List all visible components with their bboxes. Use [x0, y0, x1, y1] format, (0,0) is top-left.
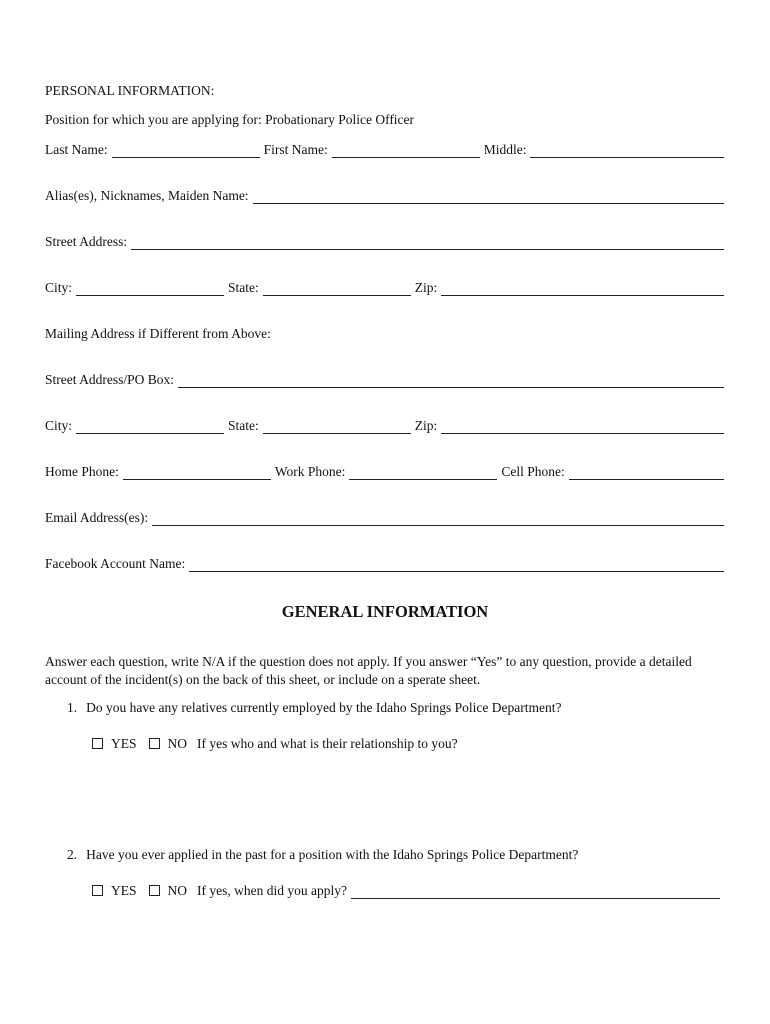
zip-field[interactable]	[441, 283, 724, 296]
street-address-label: Street Address:	[45, 234, 128, 249]
last-name-label: Last Name:	[45, 142, 108, 157]
cell-phone-label: Cell Phone:	[501, 464, 565, 479]
question-2-date-field[interactable]	[351, 886, 720, 899]
work-phone-field[interactable]	[349, 467, 497, 480]
mailing-address-heading: Mailing Address if Different from Above:	[45, 326, 271, 341]
checkbox-icon[interactable]	[149, 885, 160, 896]
question-2-yes-option[interactable]: YES	[92, 883, 137, 899]
question-1-options	[92, 736, 724, 752]
mailing-zip-field[interactable]	[441, 421, 724, 434]
work-phone-label: Work Phone:	[274, 464, 346, 479]
position-line: Position for which you are applying for: Probationary Police Officer	[45, 112, 415, 127]
state-field[interactable]	[263, 283, 411, 296]
mailing-street-row	[45, 372, 724, 388]
checkbox-icon[interactable]	[92, 738, 103, 749]
alias-row	[45, 188, 724, 204]
question-2-follow-up: If yes, when did you apply?	[197, 883, 347, 898]
checkbox-icon[interactable]	[92, 885, 103, 896]
middle-name-label: Middle:	[483, 142, 527, 157]
question-1-follow-up: If yes who and what is their relationship to you?	[197, 736, 458, 751]
mailing-state-label: State:	[228, 418, 259, 433]
question-2-no-option[interactable]: NO	[149, 883, 188, 899]
mailing-state-field[interactable]	[263, 421, 411, 434]
state-label: State:	[228, 280, 259, 295]
city-field[interactable]	[76, 283, 224, 296]
home-phone-field[interactable]	[123, 467, 271, 480]
first-name-label: First Name:	[263, 142, 328, 157]
question-2	[67, 847, 724, 863]
question-1-yes-option[interactable]: YES	[92, 736, 137, 752]
question-2-number: 2.	[67, 847, 78, 862]
alias-label: Alias(es), Nicknames, Maiden Name:	[45, 188, 249, 203]
general-information-title: GENERAL INFORMATION	[281, 602, 489, 621]
cell-phone-field[interactable]	[569, 467, 724, 480]
home-phone-label: Home Phone:	[45, 464, 119, 479]
middle-name-field[interactable]	[530, 145, 724, 158]
question-1-text: Do you have any relatives currently employed by the Idaho Springs Police Department?	[86, 700, 562, 715]
email-label: Email Address(es):	[45, 510, 149, 525]
last-name-field[interactable]	[112, 145, 260, 158]
email-row	[45, 510, 724, 526]
facebook-row	[45, 556, 724, 572]
zip-label: Zip:	[414, 280, 438, 295]
personal-information-title: PERSONAL INFORMATION:	[45, 83, 215, 98]
facebook-field[interactable]	[189, 559, 724, 572]
mailing-street-field[interactable]	[178, 375, 724, 388]
instructions-paragraph: Answer each question, write N/A if the question does not apply. If you answer “Yes” to any question, provide a detailed account of the incident(s) on the back of this sheet, or include on a sperate sheet.	[45, 654, 692, 687]
street-address-row	[45, 234, 724, 250]
question-1	[67, 700, 724, 716]
mailing-city-label: City:	[45, 418, 73, 433]
question-1-no-option[interactable]: NO	[149, 736, 188, 752]
mailing-city-field[interactable]	[76, 421, 224, 434]
first-name-field[interactable]	[332, 145, 480, 158]
checkbox-icon[interactable]	[149, 738, 160, 749]
email-field[interactable]	[152, 513, 724, 526]
mailing-street-label: Street Address/PO Box:	[45, 372, 175, 387]
phone-row	[45, 464, 724, 480]
city-state-zip-row	[45, 280, 724, 296]
alias-field[interactable]	[253, 191, 724, 204]
question-1-number: 1.	[67, 700, 78, 715]
question-2-options	[92, 883, 720, 899]
name-row	[45, 142, 724, 158]
mailing-city-state-zip-row	[45, 418, 724, 434]
facebook-label: Facebook Account Name:	[45, 556, 186, 571]
city-label: City:	[45, 280, 73, 295]
mailing-zip-label: Zip:	[414, 418, 438, 433]
street-address-field[interactable]	[131, 237, 724, 250]
question-2-text: Have you ever applied in the past for a position with the Idaho Springs Police Department?	[86, 847, 579, 862]
